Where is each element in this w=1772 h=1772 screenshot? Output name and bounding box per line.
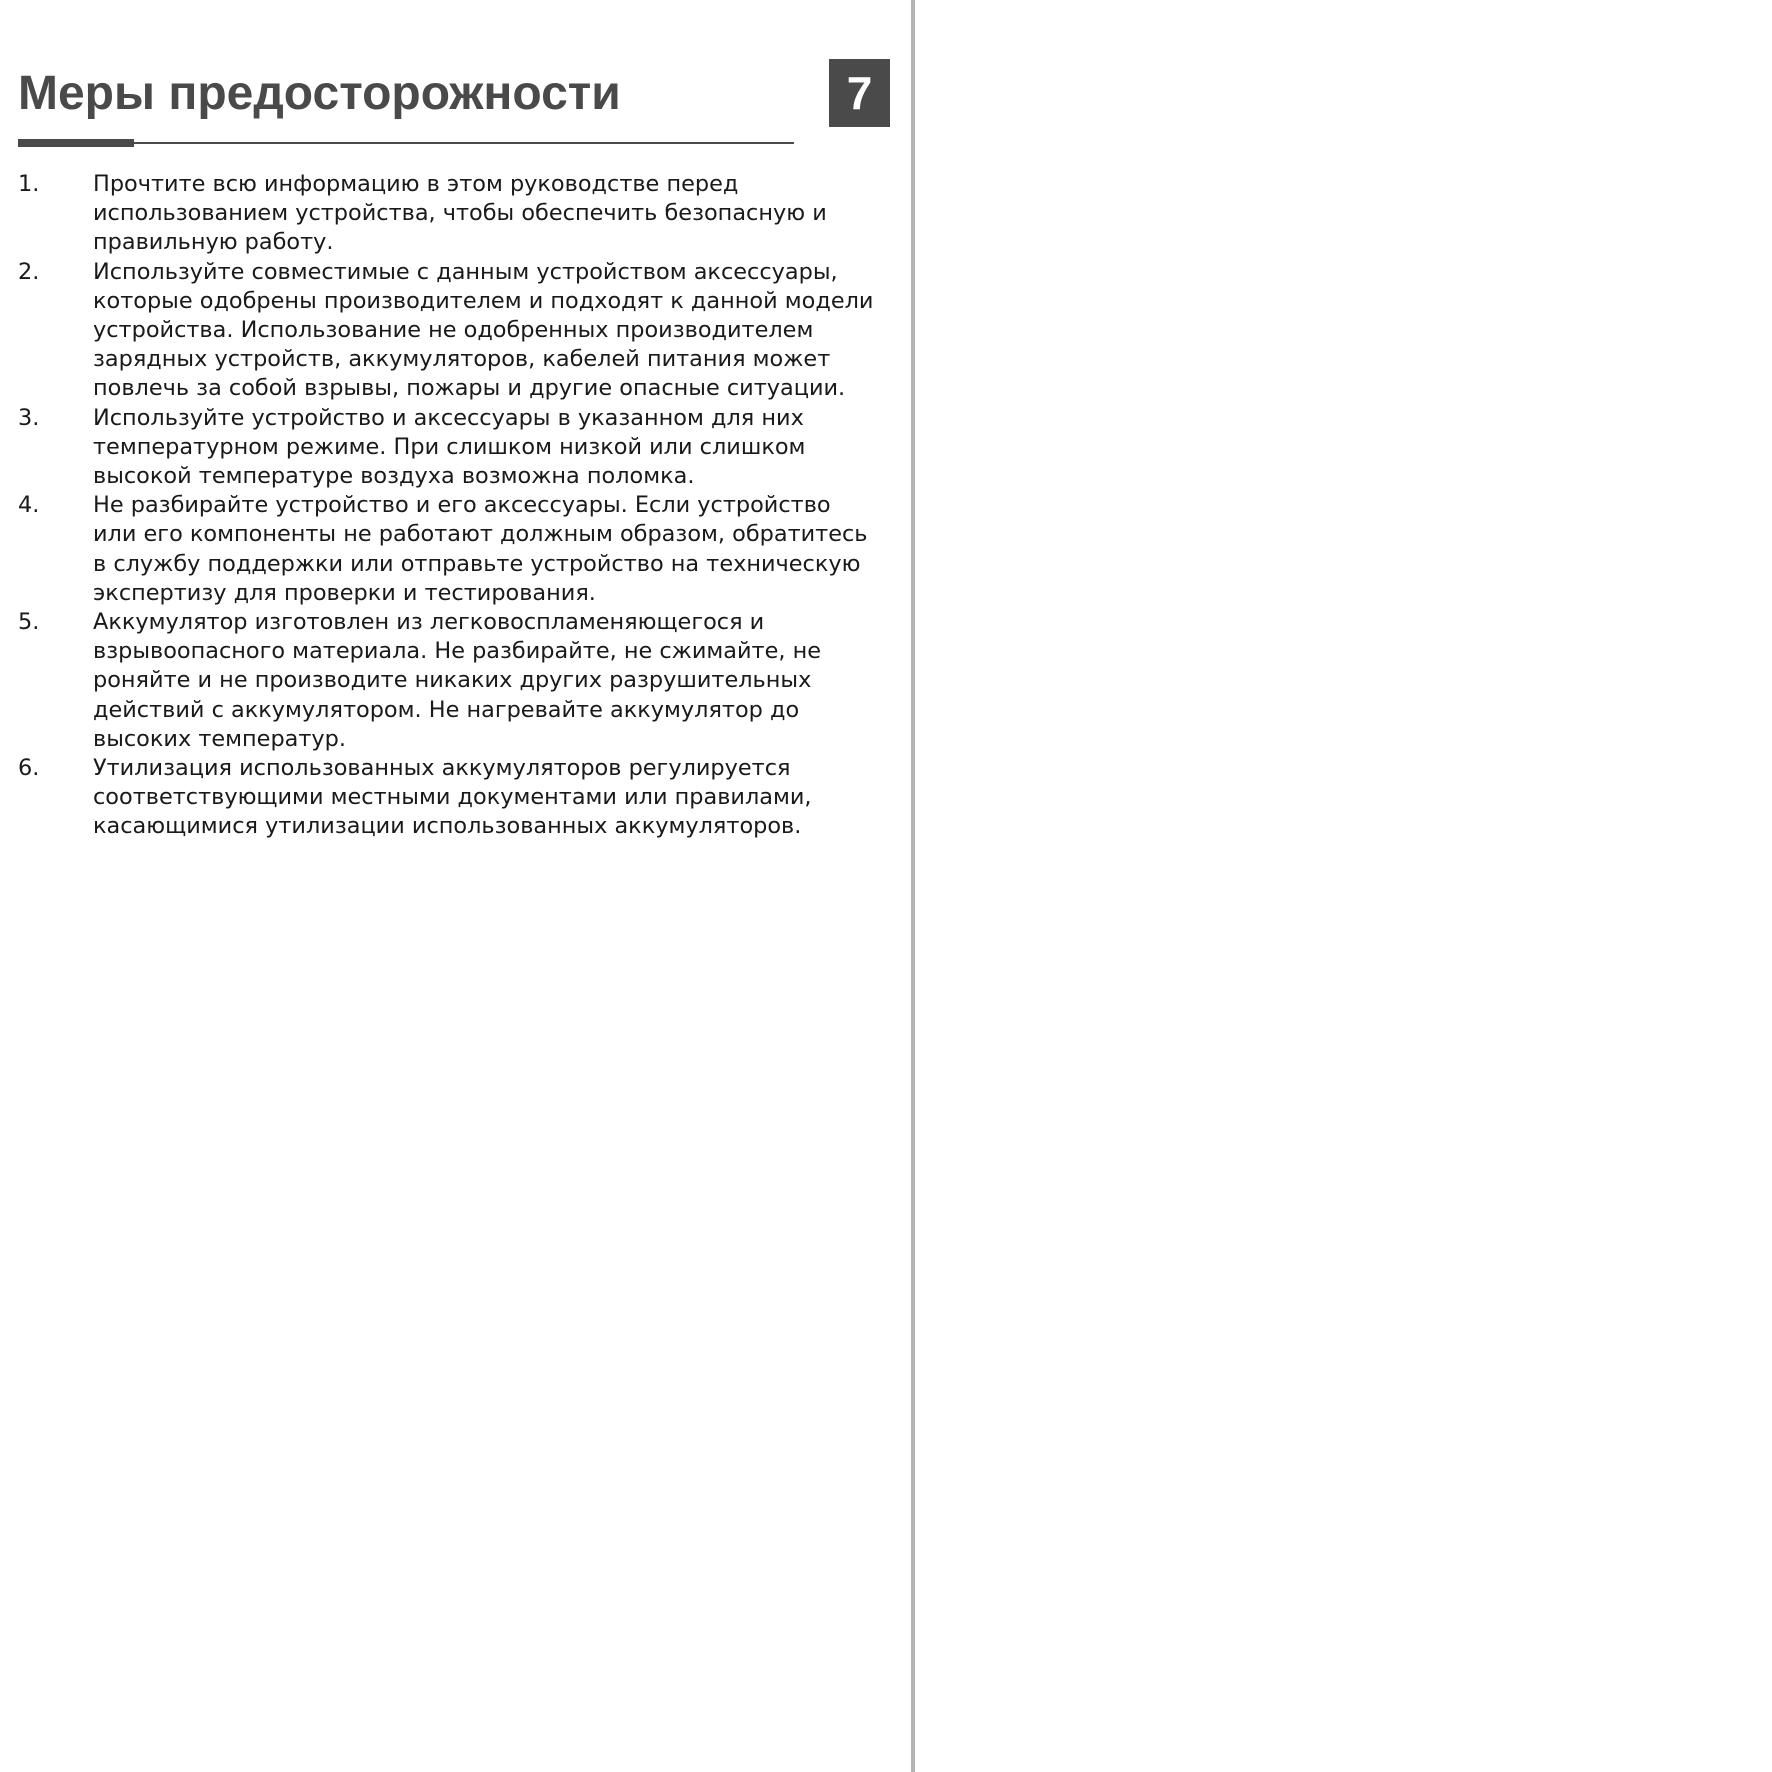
list-item-number: 2. <box>18 258 40 285</box>
list-item-text: Используйте совместимые с данным устройством аксессуары, которые одобрены производителем и подходят к данной модели устройства. Использование не одобренных производителем зарядных устройств, аккумуляторов, кабелей питания может повлечь за собой взрывы, пожары и другие опасные ситуации. <box>93 258 874 402</box>
list-item-text: Не разбирайте устройство и его аксессуары. Если устройство или его компоненты не работают должным образом, обратитесь в службу поддержки или отправьте устройство на техническую экспертизу для проверки и тестирования. <box>93 492 868 606</box>
page-title: Меры предосторожности <box>18 67 621 120</box>
list-item-number: 3. <box>18 404 40 431</box>
page-number-badge: 7 <box>829 59 890 127</box>
list-item <box>18 491 878 608</box>
list-item-number: 4. <box>18 492 40 519</box>
list-item <box>18 754 878 842</box>
list-item-number: 6. <box>18 755 40 782</box>
list-item <box>18 258 878 404</box>
list-item <box>18 404 878 492</box>
list-item-number: 1. <box>18 171 40 197</box>
list-item-text: Используйте устройство и аксессуары в указанном для них температурном режиме. При слишком низкой или слишком высокой температуре воздуха возможна поломка. <box>93 404 806 490</box>
precautions-list <box>18 170 878 842</box>
list-item-text: Прочтите всю информацию в этом руководстве перед использованием устройства, чтобы обеспечить безопасную и правильную работу. <box>93 171 827 256</box>
list-item <box>18 608 878 754</box>
list-item-text: Аккумулятор изготовлен из легковоспламеняющегося и взрывоопасного материала. Не разбирайте, не сжимайте, не роняйте и не производите никаких других разрушительных действий с аккумулятором. Не нагревайте аккумулятор до высоких температур. <box>93 609 822 752</box>
list-item-number: 5. <box>18 609 40 636</box>
list-item <box>18 170 878 258</box>
title-underline-accent <box>18 139 134 147</box>
page-divider <box>911 0 915 1772</box>
title-underline <box>18 142 794 144</box>
list-item-text: Утилизация использованных аккумуляторов регулируется соответствующими местными документами или правилами, касающимися утилизации использованных аккумуляторов. <box>93 755 812 840</box>
